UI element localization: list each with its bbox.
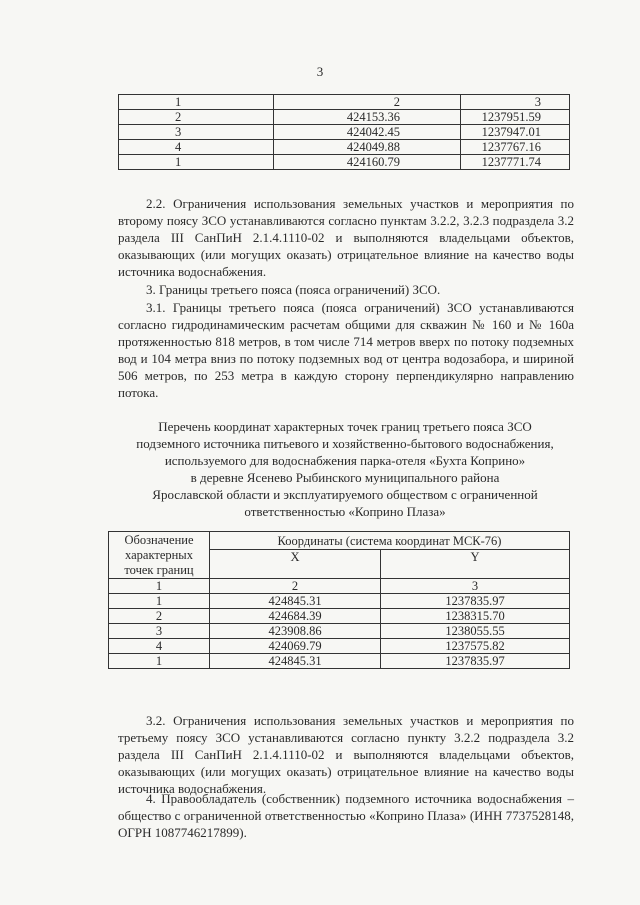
table-cell: 2 xyxy=(109,609,210,624)
table-cell: 4 xyxy=(109,639,210,654)
table-cell: 3 xyxy=(381,579,570,594)
heading-line: подземного источника питьевого и хозяйственно-бытового водоснабжения, xyxy=(136,436,554,451)
table-cell: 4 xyxy=(119,140,274,155)
table-cell: 2 xyxy=(210,579,381,594)
table-cell: 424845.31 xyxy=(210,654,381,669)
table-cell: 1 xyxy=(109,594,210,609)
coordinates-table-zone3 xyxy=(108,531,570,669)
table-cell: 1238315.70 xyxy=(381,609,570,624)
heading-line: ответственностью «Коприно Плаза» xyxy=(244,504,446,519)
table-cell: 1 xyxy=(119,155,274,170)
table-cell: 1237575.82 xyxy=(381,639,570,654)
table-row xyxy=(119,95,570,110)
table-cell: 424042.45 xyxy=(274,125,461,140)
table-cell: 424684.39 xyxy=(210,609,381,624)
heading-line: в деревне Ясенево Рыбинского муниципального района xyxy=(190,470,500,485)
table-cell: 1238055.55 xyxy=(381,624,570,639)
table-row xyxy=(119,140,570,155)
coordinates-table-zone2 xyxy=(118,94,570,170)
paragraph-3-title: 3. Границы третьего пояса (пояса ограничений) ЗСО. xyxy=(146,282,441,297)
table-cell: 1237951.59 xyxy=(461,110,570,125)
table-cell: 423908.86 xyxy=(210,624,381,639)
table-row xyxy=(119,155,570,170)
table-cell: 424845.31 xyxy=(210,594,381,609)
table-row xyxy=(119,110,570,125)
paragraph-2-2: 2.2. Ограничения использования земельных участков и мероприятия по второму поясу ЗСО устанавливаются согласно пунктам 3.2.2, 3.2.3 подраздела 3.2 раздела III СанПиН 2.1.4.1110-02 и выполняются владельцами объектов, оказывающих (или могущих оказать) отрицательное влияние на качество воды источника водоснабжения. xyxy=(118,196,574,279)
table-row xyxy=(109,639,570,654)
table-cell: 3 xyxy=(119,125,274,140)
page-number: 3 xyxy=(316,64,324,79)
table-cell: 2 xyxy=(119,110,274,125)
table-row xyxy=(109,654,570,669)
table-cell: 424160.79 xyxy=(274,155,461,170)
coord-system-header: Координаты (система координат МСК-76) xyxy=(210,532,570,550)
x-header: X xyxy=(210,550,381,579)
col-points-header: Обозначение характерных точек границ xyxy=(109,532,210,579)
table-row xyxy=(119,125,570,140)
table-row xyxy=(109,594,570,609)
paragraph-3-1: 3.1. Границы третьего пояса (пояса ограничений) ЗСО устанавливаются согласно гидродинамическим расчетам общими для скважин № 160 и № 160а протяженностью 818 метров, в том числе 714 метров вверх по потоку подземных вод и 104 метра вниз по потоку подземных вод от центра водозабора, и шириной 506 метров, по 253 метра в каждую сторону перпендикулярно направлению потока. xyxy=(118,300,574,400)
table-cell: 1237771.74 xyxy=(461,155,570,170)
table-cell: 1237835.97 xyxy=(381,654,570,669)
table-cell: 1 xyxy=(119,95,274,110)
table-cell: 424153.36 xyxy=(274,110,461,125)
table-cell: 424069.79 xyxy=(210,639,381,654)
heading-line: Перечень координат характерных точек границ третьего пояса ЗСО xyxy=(158,419,532,434)
table-cell: 1237947.01 xyxy=(461,125,570,140)
table-header-row xyxy=(109,532,570,550)
paragraph-4: 4. Правообладатель (собственник) подземного источника водоснабжения – общество с ограниченной ответственностью «Коприно Плаза» (ИНН 7737528148, ОГРН 1087746217899). xyxy=(118,791,574,840)
table-cell: 1237835.97 xyxy=(381,594,570,609)
table-cell: 3 xyxy=(109,624,210,639)
table-cell: 424049.88 xyxy=(274,140,461,155)
heading-line: используемого для водоснабжения парка-отеля «Бухта Коприно» xyxy=(164,453,526,468)
table-cell: 1237767.16 xyxy=(461,140,570,155)
table-cell: 1 xyxy=(109,579,210,594)
paragraph-3-2: 3.2. Ограничения использования земельных участков и мероприятия по третьему поясу ЗСО устанавливаются согласно пункту 3.2.2 подраздела 3.2 раздела III СанПиН 2.1.4.1110-02 и выполняются владельцами объектов, оказывающих (или могущих оказать) отрицательное влияние на качество воды источника водоснабжения. xyxy=(118,713,574,796)
table-row xyxy=(109,624,570,639)
table-cell: 2 xyxy=(274,95,461,110)
y-header: Y xyxy=(381,550,570,579)
table-row xyxy=(109,579,570,594)
table-cell: 3 xyxy=(461,95,570,110)
table-cell: 1 xyxy=(109,654,210,669)
table-row xyxy=(109,609,570,624)
coordinates-list-heading xyxy=(110,418,580,520)
heading-line: Ярославской области и эксплуатируемого обществом с ограниченной xyxy=(152,487,538,502)
